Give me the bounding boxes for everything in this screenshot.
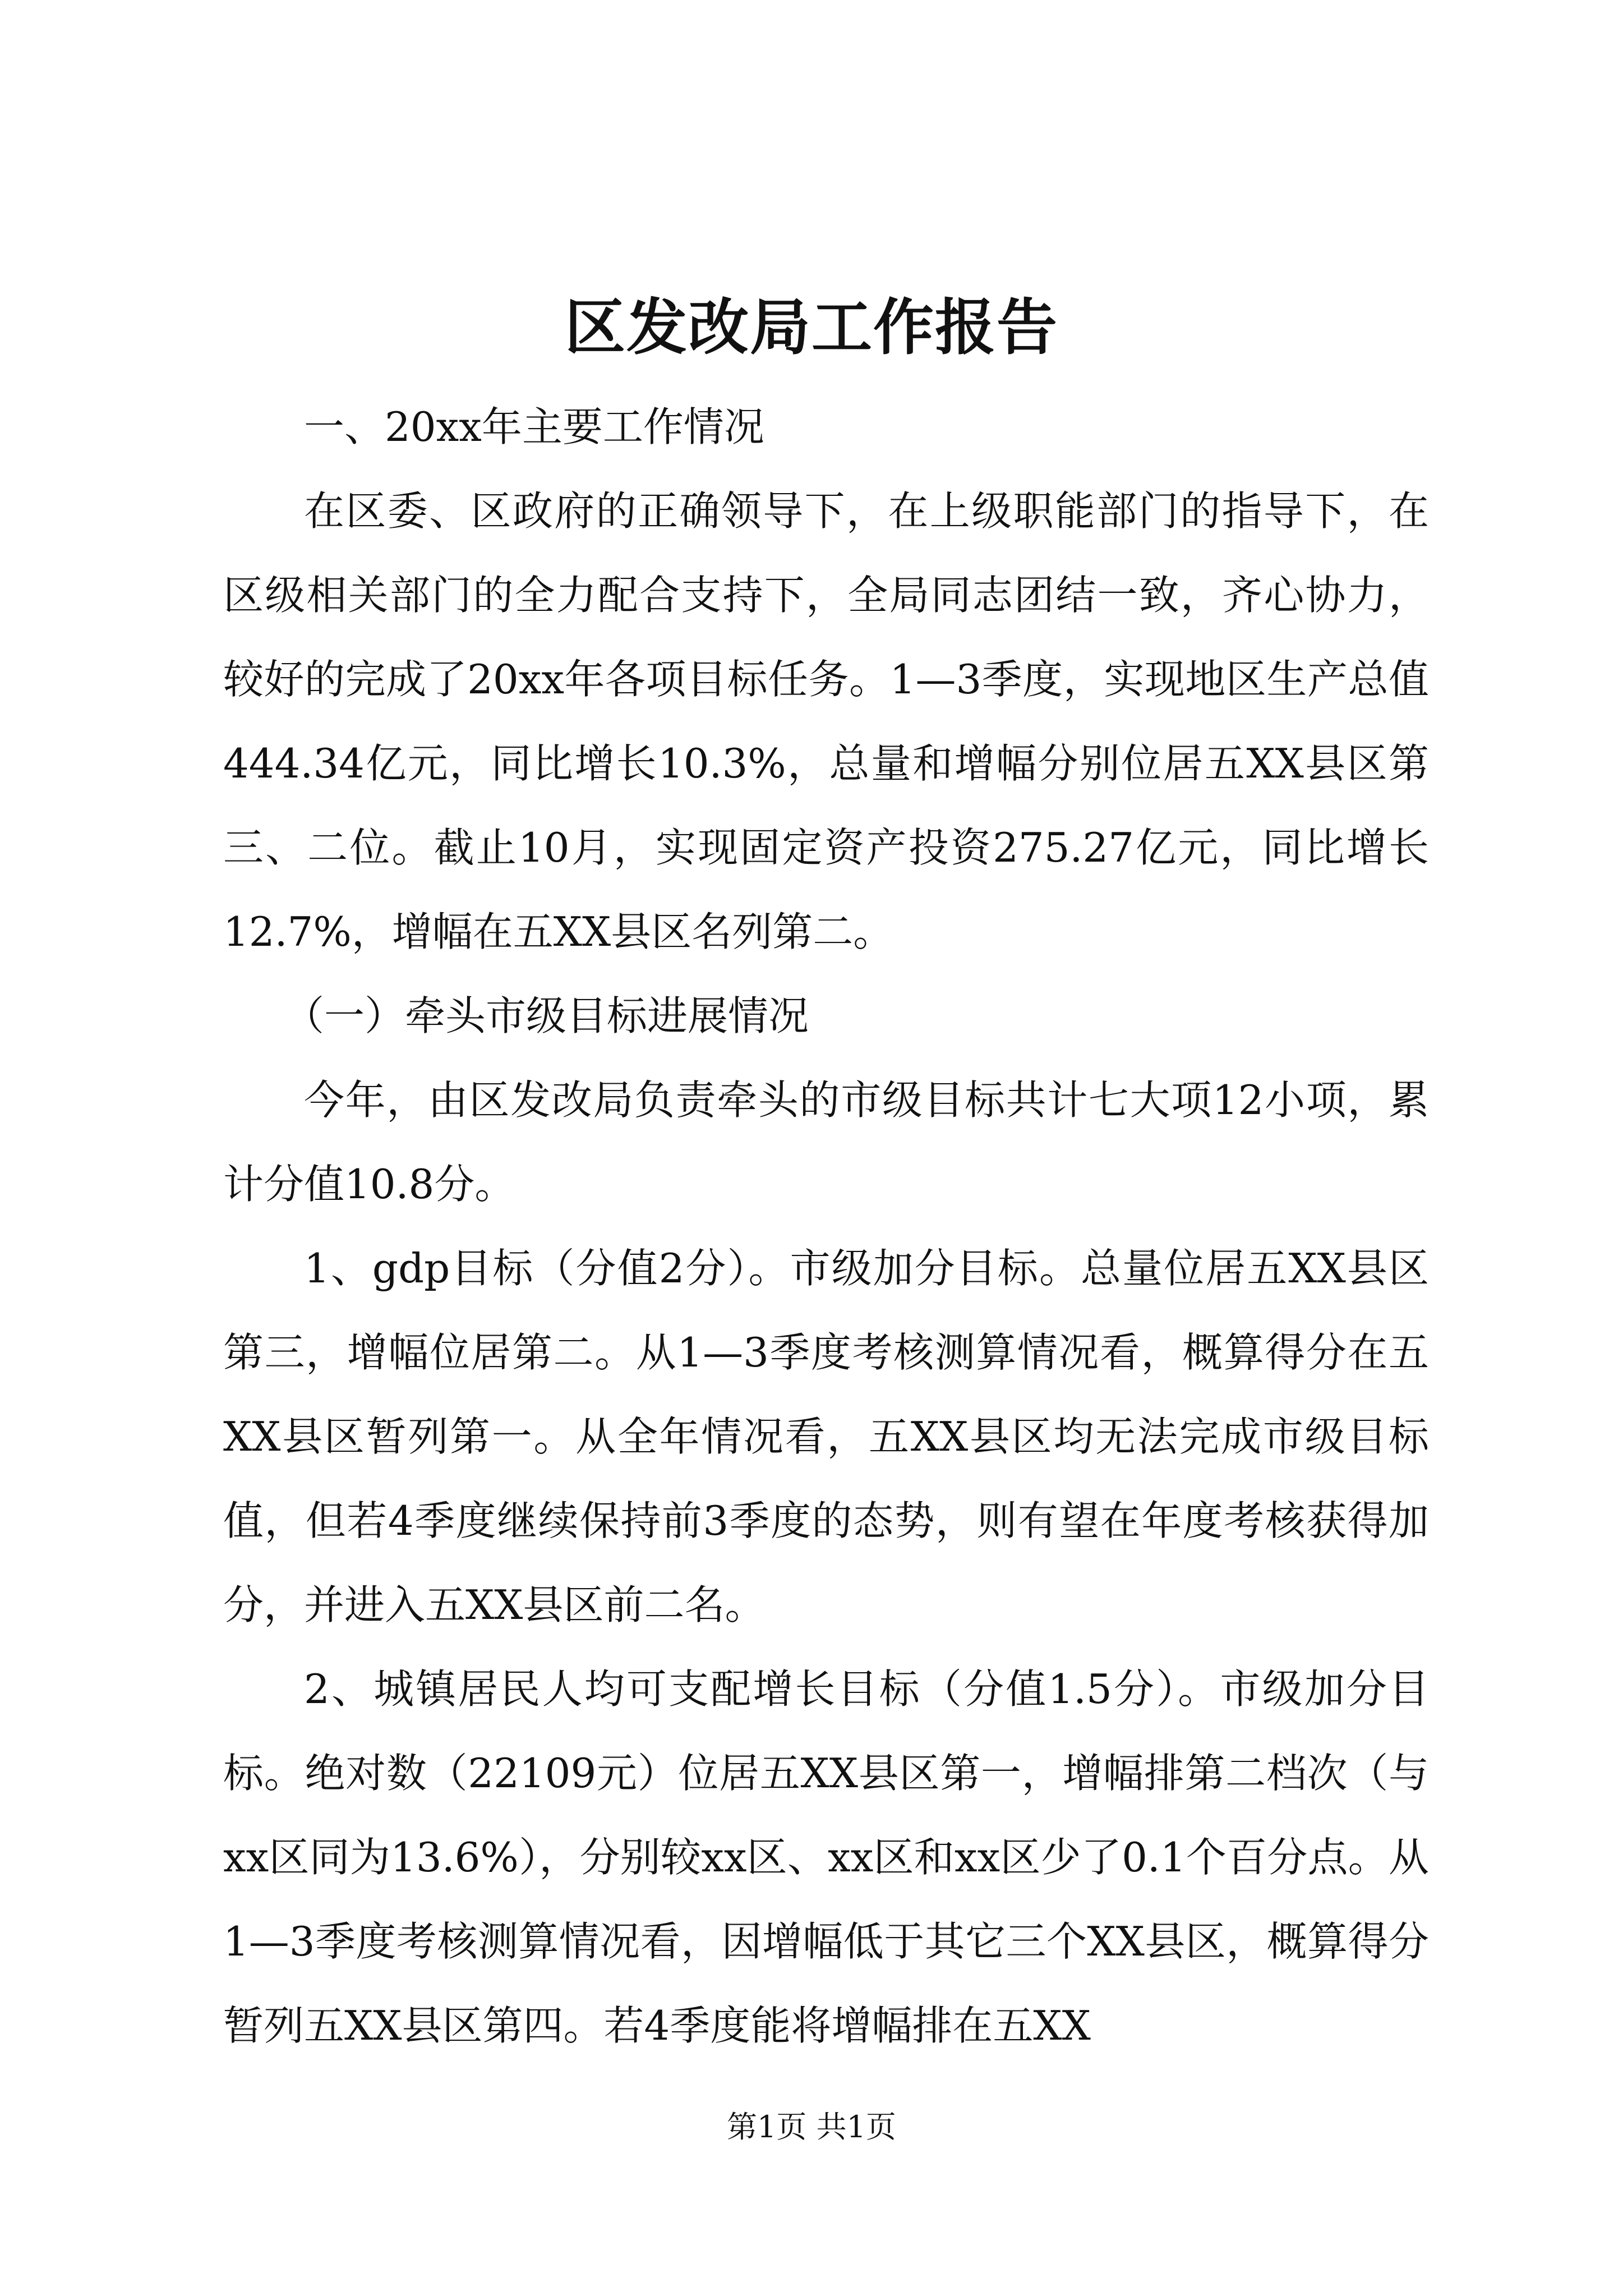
paragraph: 2、城镇居民人均可支配增长目标（分值1.5分）。市级加分目标。绝对数（22109元）位居五XX县区第一，增幅排第二档次（与xx区同为13.6%），分别较xx区、xx区和xx区少了0.1个百分点。从1—3季度考核测算情况看，因增幅低于其它三个XX县区，概算得分暂列五XX县区第四。若4季度能将增幅排在五XX bbox=[223, 1665, 1429, 2049]
document-title: 区发改局工作报告 bbox=[564, 292, 1058, 363]
subsection-heading: （一）牵头市级目标进展情况 bbox=[284, 992, 809, 1039]
section-heading: 一、20xx年主要工作情况 bbox=[304, 403, 764, 450]
page-footer: 第1页 共1页 bbox=[727, 2109, 896, 2145]
paragraph: 在区委、区政府的正确领导下，在上级职能部门的指导下，在区级相关部门的全力配合支持下，全局同志团结一致，齐心协力，较好的完成了20xx年各项目标任务。1—3季度，实现地区生产总值444.34亿元，同比增长10.3%，总量和增幅分别位居五XX县区第三、二位。截止10月，实现固定资产投资275.27亿元，同比增长12.7%，增幅在五XX县区名列第二。 bbox=[223, 487, 1429, 955]
paragraph: 今年，由区发改局负责牵头的市级目标共计七大项12小项，累计分值10.8分。 bbox=[223, 1076, 1429, 1208]
paragraph: 1、gdp目标（分值2分）。市级加分目标。总量位居五XX县区第三，增幅位居第二。从1—3季度考核测算情况看，概算得分在五XX县区暂列第一。从全年情况看，五XX县区均无法完成市级目标值，但若4季度继续保持前3季度的态势，则有望在年度考核获得加分，并进入五XX县区前二名。 bbox=[223, 1245, 1429, 1628]
document-body bbox=[223, 385, 1429, 2068]
